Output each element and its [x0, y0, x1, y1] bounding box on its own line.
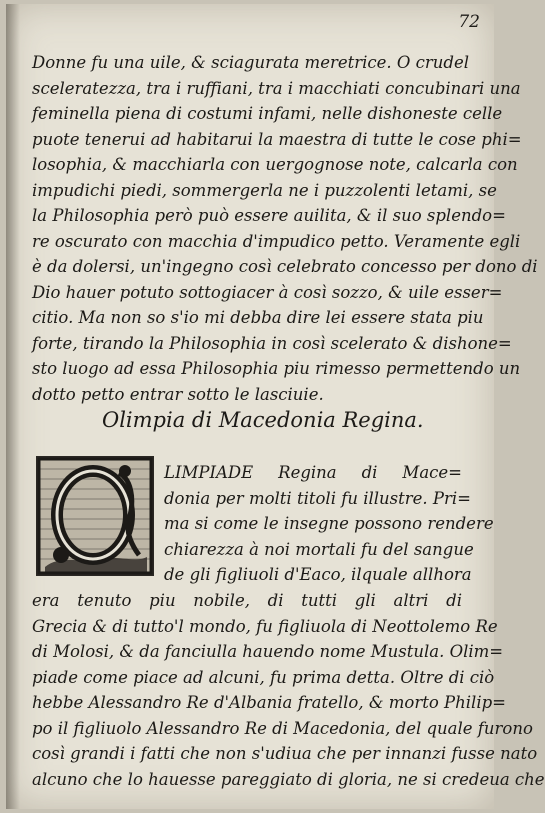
text-line: sto luogo ad essa Philosophia piu rimesso permettendo un — [32, 359, 521, 378]
text-line: chiarezza à noi mortali fu del sangue — [164, 539, 474, 559]
text-line: Dio hauer potuto sottogiacer à così sozzo, & uile esser= — [32, 282, 503, 302]
text-line: alcuno che lo hauesse pareggiato di gloria, ne si credeua che — [32, 769, 545, 789]
paragraph-full-width — [32, 588, 545, 792]
book-page — [6, 4, 545, 809]
text-line: impudichi piedi, sommergerla ne i puzzolenti letami, se — [32, 180, 497, 200]
text-line: la Philosophia però può essere auilita, & il suo splendo= — [32, 206, 506, 225]
text-line: così grandi i fatti che non s'udiua che per innanzi fusse nato — [32, 744, 538, 763]
text-line: re oscurato con macchia d'impudico petto. Veramente egli — [32, 231, 521, 251]
text-line: era tenuto piu nobile, di tutti gli altri di — [32, 591, 462, 610]
text-line: citio. Ma non so s'io mi debba dire lei essere stata piu — [32, 308, 484, 327]
text-line: dotto petto entrar sotto le lasciuie. — [32, 384, 324, 404]
text-line: sceleratezza, tra i ruffiani, tra i macchiati concubinari una — [32, 78, 521, 98]
text-line: Donne fu una uile, & sciagurata meretrice. O crudel — [32, 53, 470, 72]
text-line: losophia, & macchiarla con uergognose note, calcarla con — [32, 155, 518, 174]
text-line: feminella piena di costumi infami, nelle dishoneste celle — [32, 104, 503, 123]
text-line: hebbe Alessandro Re d'Albania fratello, & morto Philip= — [32, 693, 506, 712]
decorated-initial-letter — [36, 456, 154, 576]
text-line: ma si come le insegne possono rendere — [164, 514, 494, 533]
text-line: donia per molti titoli fu illustre. Pri= — [164, 488, 471, 508]
woodcut-initial-icon — [39, 459, 151, 573]
text-line: po il figliuolo Alessandro Re di Macedonia, del quale furono — [32, 718, 533, 738]
text-line: è da dolersi, un'ingegno così celebrato concesso per dono di — [32, 257, 538, 276]
paragraph-continued — [32, 50, 538, 407]
text-line: LIMPIADE Regina di Mace= — [164, 463, 462, 482]
paragraph-indented — [164, 460, 494, 588]
text-line: de gli figliuoli d'Eaco, ilquale allhora — [164, 565, 472, 584]
section-heading: Olimpia di Macedonia Regina. — [102, 408, 424, 432]
text-line: puote tenerui ad habitarui la maestra di tutte le cose phi= — [32, 129, 522, 149]
text-line: Grecia & di tutto'l mondo, fu figliuola di Neottolemo Re — [32, 616, 498, 636]
page-number: 72 — [458, 12, 480, 32]
text-line: di Molosi, & da fanciulla hauendo nome Mustula. Olim= — [32, 642, 504, 661]
page-gutter-shadow — [6, 4, 20, 809]
text-line: piade come piace ad alcuni, fu prima detta. Oltre di ciò — [32, 667, 495, 687]
text-line: forte, tirando la Philosophia in così scelerato & dishone= — [32, 333, 512, 353]
